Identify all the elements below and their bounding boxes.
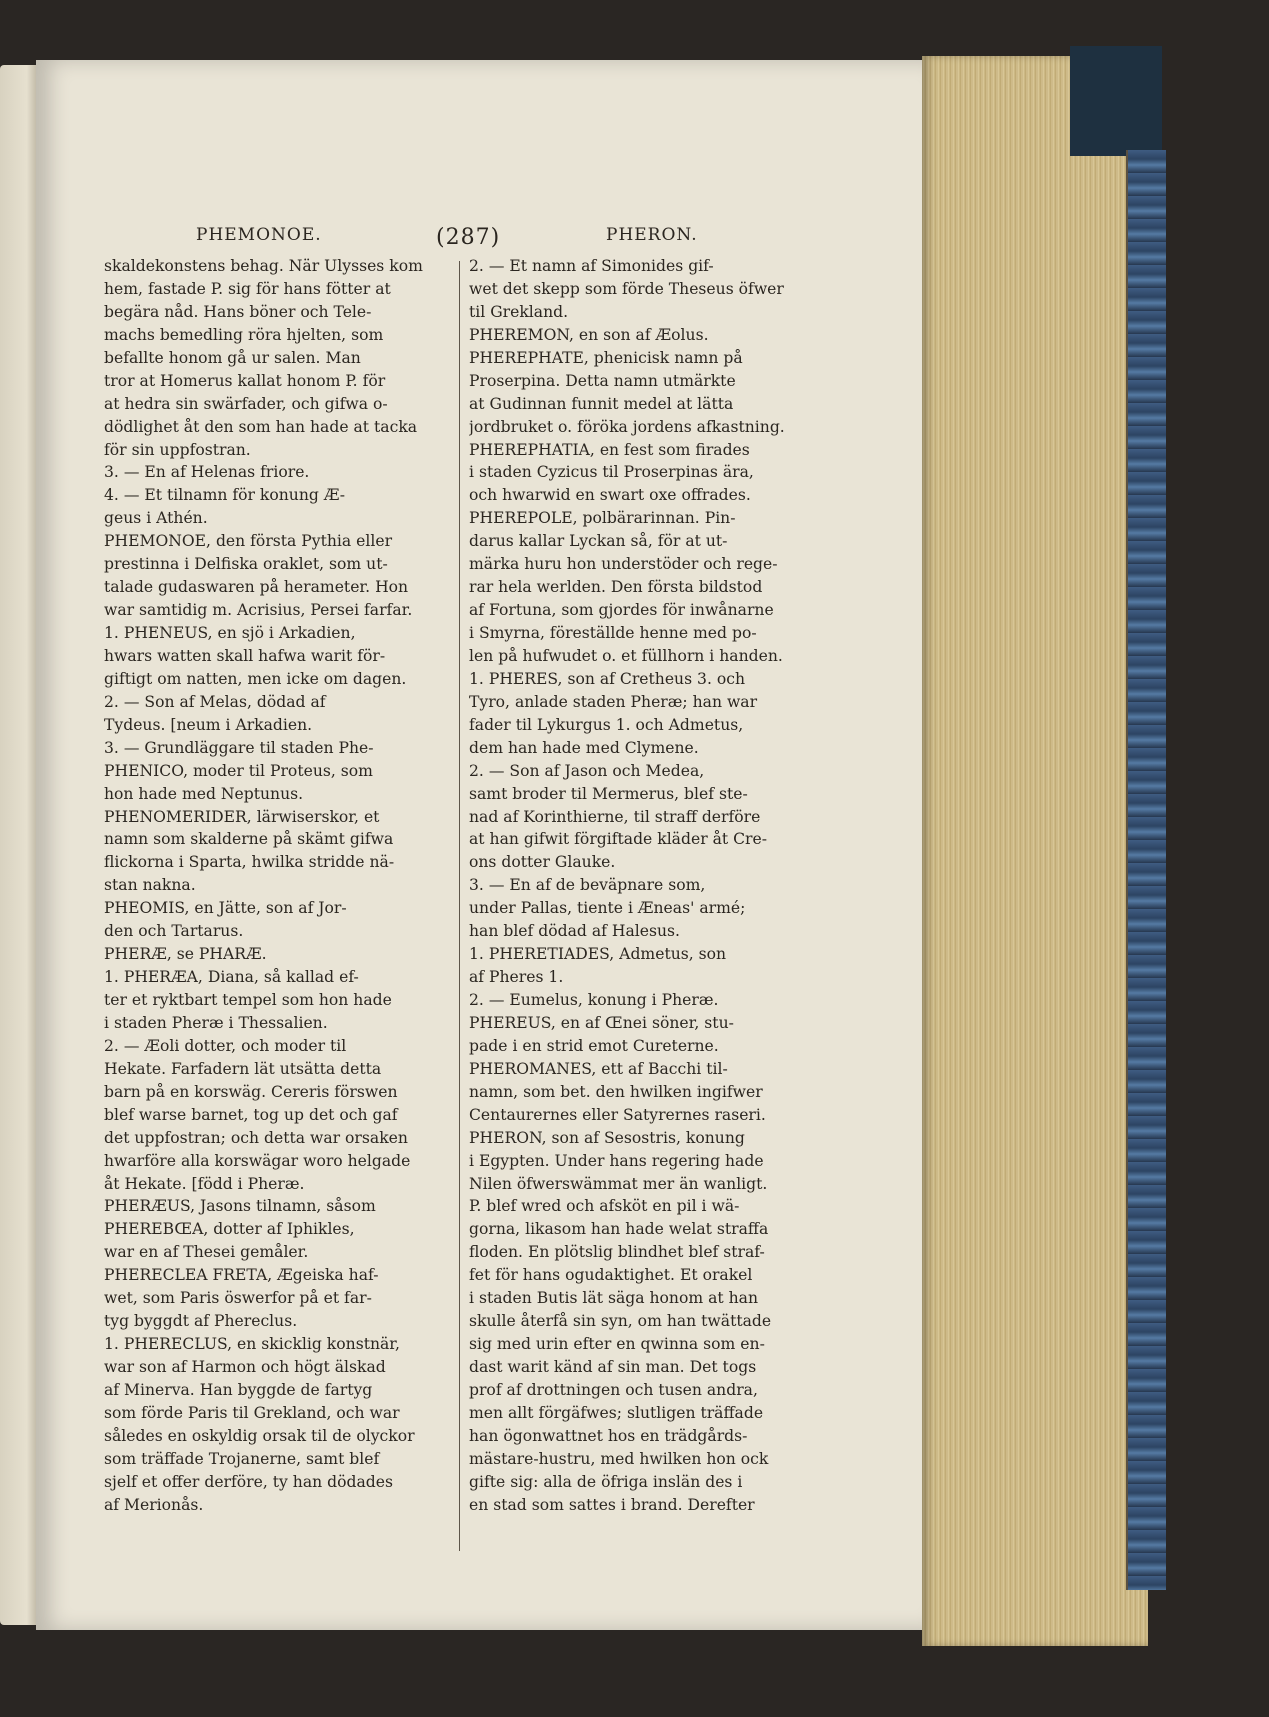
left-column-line: som förde Paris til Grekland, och war [104,1403,400,1422]
left-column-line: 3. — En af Helenas friore. [104,463,310,482]
right-column-line: Centaurernes eller Satyrernes raseri. [469,1105,766,1124]
left-column-line: war son af Harmon och högt älskad [104,1358,386,1376]
left-column-line: begära nåd. Hans böner och Tele- [104,302,372,321]
right-column-line: märka huru hon understöder och rege- [469,555,778,574]
left-column-line: PHERÆUS, Jasons tilnamn, såsom [104,1197,376,1216]
running-head-left-word: PHEMONOE. [196,225,322,245]
left-column-line: hwarföre alla korswägar woro helgade [104,1151,411,1170]
right-column-line: i Egypten. Under hans regering hade [469,1151,764,1170]
left-column-line: PHERÆ, se PHARÆ. [104,945,267,964]
right-column-line: darus kallar Lyckan så, för at ut- [469,532,728,551]
left-column-line: PHEREBŒA, dotter af Iphikles, [104,1220,355,1239]
left-column-line: wet, som Paris öswerfor på et far- [104,1289,372,1308]
page-text-block [86,225,946,1565]
left-column-line: Tydeus. [neum i Arkadien. [104,715,313,734]
left-column-line: hwars watten skall hafwa warit för- [104,646,386,665]
left-column-line: skaldekonstens behag. När Ulysses kom [104,257,423,275]
right-column-line: af Pheres 1. [469,968,564,987]
left-column-line: PHENOMERIDER, lärwiserskor, et [104,807,380,826]
right-column-line: PHEREUS, en af Œnei söner, stu- [469,1013,734,1032]
right-column-line: 1. PHERES, son af Cretheus 3. och [469,669,746,688]
left-column-line: sjelf et offer derföre, ty han dödades [104,1472,393,1491]
right-column-line: prof af drottningen och tusen andra, [469,1380,758,1399]
left-column-line: ter et ryktbart tempel som hon hade [104,991,392,1009]
left-column-line: 2. — Son af Melas, dödad af [104,692,326,711]
right-column-line: til Grekland. [469,302,569,321]
left-column-line: stan nakna. [104,876,196,895]
right-column-line: i staden Butis lät säga honom at han [469,1289,758,1308]
right-column-line: jordbruket o. föröka jordens afkastning. [469,417,785,436]
left-column-line: hon hade med Neptunus. [104,784,304,803]
right-column-line: at Gudinnan funnit medel at lätta [469,394,734,413]
left-column-line: i staden Pheræ i Thessalien. [104,1013,328,1032]
left-column-line: af Merionås. [104,1495,204,1514]
right-column-line: 2. — Son af Jason och Medea, [469,761,705,780]
right-column-line: samt broder til Mermerus, blef ste- [469,784,748,803]
left-column-line: hem, fastade P. sig för hans fötter at [104,279,391,298]
left-column-line: som träffade Trojanerne, samt blef [104,1449,380,1468]
running-head-right-word: PHERON. [606,225,698,245]
left-column-line: war en af Thesei gemåler. [104,1243,309,1262]
right-column-line: Nilen öfwerswämmat mer än wanligt. [469,1174,768,1193]
left-column-line: 2. — Æoli dotter, och moder til [104,1036,347,1055]
left-column-line: namn som skalderne på skämt gifwa [104,830,394,849]
right-column-line: namn, som bet. den hwilken ingifwer [469,1082,763,1101]
right-column-line: Proserpina. Detta namn utmärkte [469,371,736,390]
left-column-line: dödlighet åt den som han hade at tacka [104,417,418,436]
right-column-line: PHEREPHATE, phenicisk namn på [469,348,743,367]
left-column-line: talade gudaswaren på herameter. Hon [104,578,409,597]
right-column-line: gifte sig: alla de öfriga inslän des i [469,1472,743,1491]
right-column-line: ons dotter Glauke. [469,853,616,872]
right-column-line: under Pallas, tiente i Æneas' armé; [469,899,746,918]
right-column-line: PHEREPHATIA, en fest som firades [469,440,750,459]
right-column-line: dast warit känd af sin man. Det togs [469,1358,757,1376]
left-column-line: prestinna i Delfiska oraklet, som ut- [104,555,388,574]
right-column-line: pade i en strid emot Cureterne. [469,1036,719,1055]
marbled-cover-edge [1126,150,1166,1590]
page-number: (287) [436,225,501,250]
right-column-line: 1. PHERETIADES, Admetus, son [469,945,727,964]
left-column-line: det uppfostran; och detta war orsaken [104,1128,408,1147]
right-column-line: PHEREMON, en son af Æolus. [469,325,709,344]
right-column-line: skulle återfå sin syn, om han twättade [469,1312,772,1331]
left-column-line: åt Hekate. [född i Pheræ. [104,1174,305,1193]
right-column-line: rar hela werlden. Den första bildstod [469,578,763,597]
right-column [469,255,899,1517]
right-column-line: PHERON, son af Sesostris, konung [469,1128,745,1147]
page-block-edge [922,56,1148,1646]
right-column-line: len på hufwudet o. et füllhorn i handen. [469,646,783,665]
left-column-line: PHEOMIS, en Jätte, son af Jor- [104,899,347,918]
left-column-line: tror at Homerus kallat honom P. för [104,371,386,390]
left-column-line: geus i Athén. [104,509,208,528]
right-column-line: i Smyrna, föreställde henne med po- [469,624,757,642]
column-divider [459,261,460,1551]
right-column-line: en stad som sattes i brand. Derefter [469,1495,755,1514]
left-column-line: PHERECLEA FRETA, Ægeiska haf- [104,1266,379,1285]
right-column-line: men allt förgäfwes; slutligen träffade [469,1403,764,1422]
left-column-line: 1. PHENEUS, en sjö i Arkadien, [104,624,356,642]
left-column-line: 1. PHERÆA, Diana, så kallad ef- [104,968,359,987]
left-column-line: giftigt om natten, men icke om dagen. [104,669,407,688]
right-column-line: och hwarwid en swart oxe offrades. [469,486,751,505]
left-column-line: at hedra sin swärfader, och gifwa o- [104,394,388,413]
right-column-line: 2. — Eumelus, konung i Pheræ. [469,991,719,1009]
right-column-line: wet det skepp som förde Theseus öfwer [469,279,784,298]
right-column-line: PHEROMANES, ett af Bacchi til- [469,1059,728,1078]
left-column [104,255,454,1517]
left-column-line: war samtidig m. Acrisius, Persei farfar. [104,601,413,620]
right-column-line: han ögonwattnet hos en trädgårds- [469,1426,748,1445]
previous-page-edge [0,65,38,1625]
right-column-line: sig med urin efter en qwinna som en- [469,1335,765,1354]
right-column-line: i staden Cyzicus til Proserpinas ära, [469,463,754,482]
right-column-line: dem han hade med Clymene. [469,738,699,757]
left-column-line: 1. PHERECLUS, en skicklig konstnär, [104,1335,400,1354]
right-column-line: Tyro, anlade staden Pheræ; han war [469,692,758,711]
right-column-line: gorna, likasom han hade welat straffa [469,1220,769,1239]
left-column-line: 4. — Et tilnamn för konung Æ- [104,486,346,505]
right-column-line: 3. — En af de beväpnare som, [469,876,706,895]
left-column-line: befallte honom gå ur salen. Man [104,348,361,367]
right-column-line: floden. En plötslig blindhet blef straf- [469,1243,765,1262]
right-column-line: at han gifwit förgiftade kläder åt Cre- [469,830,768,849]
left-column-line: tyg byggdt af Phereclus. [104,1312,298,1331]
left-column-line: af Minerva. Han byggde de fartyg [104,1380,373,1399]
left-column-line: blef warse barnet, tog up det och gaf [104,1105,398,1124]
left-column-line: machs bemedling röra hjelten, som [104,325,384,344]
right-column-line: nad af Korinthierne, til straff derföre [469,807,761,826]
book-page [36,60,926,1630]
left-column-line: Hekate. Farfadern lät utsätta detta [104,1059,382,1078]
right-column-line: af Fortuna, som gjordes för inwånarne [469,601,774,620]
left-column-line: barn på en korswäg. Cereris förswen [104,1082,398,1101]
right-column-line: 2. — Et namn af Simonides gif- [469,257,714,275]
left-column-line: 3. — Grundläggare til staden Phe- [104,738,374,757]
left-column-line: PHENICO, moder til Proteus, som [104,761,373,780]
cover-corner [1070,46,1162,156]
right-column-line: fader til Lykurgus 1. och Admetus, [469,715,744,734]
left-column-line: den och Tartarus. [104,922,244,941]
left-column-line: PHEMONOE, den första Pythia eller [104,532,393,551]
left-column-line: flickorna i Sparta, hwilka stridde nä- [104,853,395,872]
left-column-line: för sin uppfostran. [104,440,251,459]
left-column-line: således en oskyldig orsak til de olyckor [104,1426,415,1445]
right-column-line: PHEREPOLE, polbärarinnan. Pin- [469,509,736,528]
right-column-line: mästare-hustru, med hwilken hon ock [469,1449,769,1468]
right-column-line: han blef dödad af Halesus. [469,922,680,941]
right-column-line: fet för hans ogudaktighet. Et orakel [469,1266,753,1285]
right-column-line: P. blef wred och afsköt en pil i wä- [469,1197,740,1216]
running-head [86,225,946,253]
